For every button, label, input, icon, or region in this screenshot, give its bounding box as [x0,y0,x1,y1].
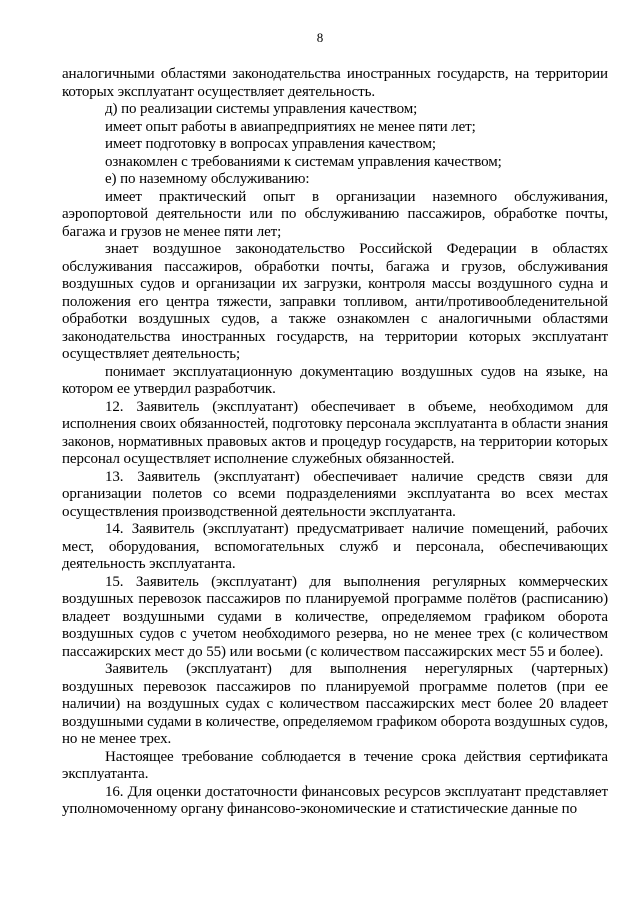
paragraph-ground-heading: е) по наземному обслуживанию: [105,171,310,187]
paragraph-ground-legislation: знает воздушное законодательство Российской Федерации в областях обслуживания пассажиров, обработки почты, багажа и грузов, обслуживания воздушных судов и организации их загрузки, контроля массы воздушного судна и положения его центра тяжести, заправки топливом, анти/противообледенительной обработки воздушных судов, а также ознакомлен с аналогичными областями законодательства иностранных государств, на территории которых эксплуатант осуществляет деятельность; [62,241,608,362]
paragraph-quality-experience: имеет опыт работы в авиапредприятиях не менее пяти лет; [105,118,476,135]
paragraph-item-15-charter: Заявитель (эксплуатант) для выполнения нерегулярных (чартерных) воздушных перевозок пассажиров по планируемой программе полетов (при ее наличии) на воздушных судах с количеством пассажирских мест более 20 владеет воздушными судами в количестве, определяемом графиком оборота воздушных судов, но не менее трех. [62,661,608,747]
paragraph-item-12: 12. Заявитель (эксплуатант) обеспечивает в объеме, необходимом для исполнения своих обязанностей, подготовку персонала эксплуатанта в области знания законов, нормативных правовых актов и процедур государств, на территории которых персонал осуществляет исполнение служебных обязанностей. [62,398,608,467]
paragraph-item-15-validity: Настоящее требование соблюдается в течение срока действия сертификата эксплуатанта. [62,748,608,782]
paragraph-item-16: 16. Для оценки достаточности финансовых ресурсов эксплуатант представляет уполномоченному органу финансово-экономические и статистические данные по [62,783,608,817]
paragraph-quality-requirements: ознакомлен с требованиями к системам управления качеством; [105,153,502,170]
paragraph-ground-documentation: понимает эксплуатационную документацию воздушных судов на языке, на котором ее утвердил разработчик. [62,363,608,397]
paragraph-item-14: 14. Заявитель (эксплуатант) предусматривает наличие помещений, рабочих мест, оборудования, вспомогательных служб и персонала, обеспечивающих деятельность эксплуатанта. [62,521,608,572]
document-body [62,66,608,819]
paragraph-ground-experience: имеет практический опыт в организации наземного обслуживания, аэропортовой деятельности или по обслуживанию пассажиров, обработке почты, багажа и грузов не менее пяти лет; [62,188,608,240]
page-number: 8 [316,30,324,45]
paragraph-continuation: аналогичными областями законодательства иностранных государств, на территории которых эксплуатант осуществляет деятельность. [62,66,608,100]
paragraph-item-13: 13. Заявитель (эксплуатант) обеспечивает наличие средств связи для организации полетов со всеми подразделениями эксплуатанта во всех местах осуществления производственной деятельности эксплуатанта. [62,468,608,520]
paragraph-item-15: 15. Заявитель (эксплуатант) для выполнения регулярных коммерческих воздушных перевозок пассажиров по планируемой программе полётов (расписанию) владеет воздушными судами в количестве, определяемом графиком оборота воздушных судов с учетом необходимого резерва, но не менее трех (с количеством пассажирских мест до 55) или восьми (с количеством пассажирских мест 55 и более). [62,573,608,660]
paragraph-quality-heading: д) по реализации системы управления качеством; [105,101,418,117]
paragraph-quality-training: имеет подготовку в вопросах управления качеством; [105,136,436,152]
